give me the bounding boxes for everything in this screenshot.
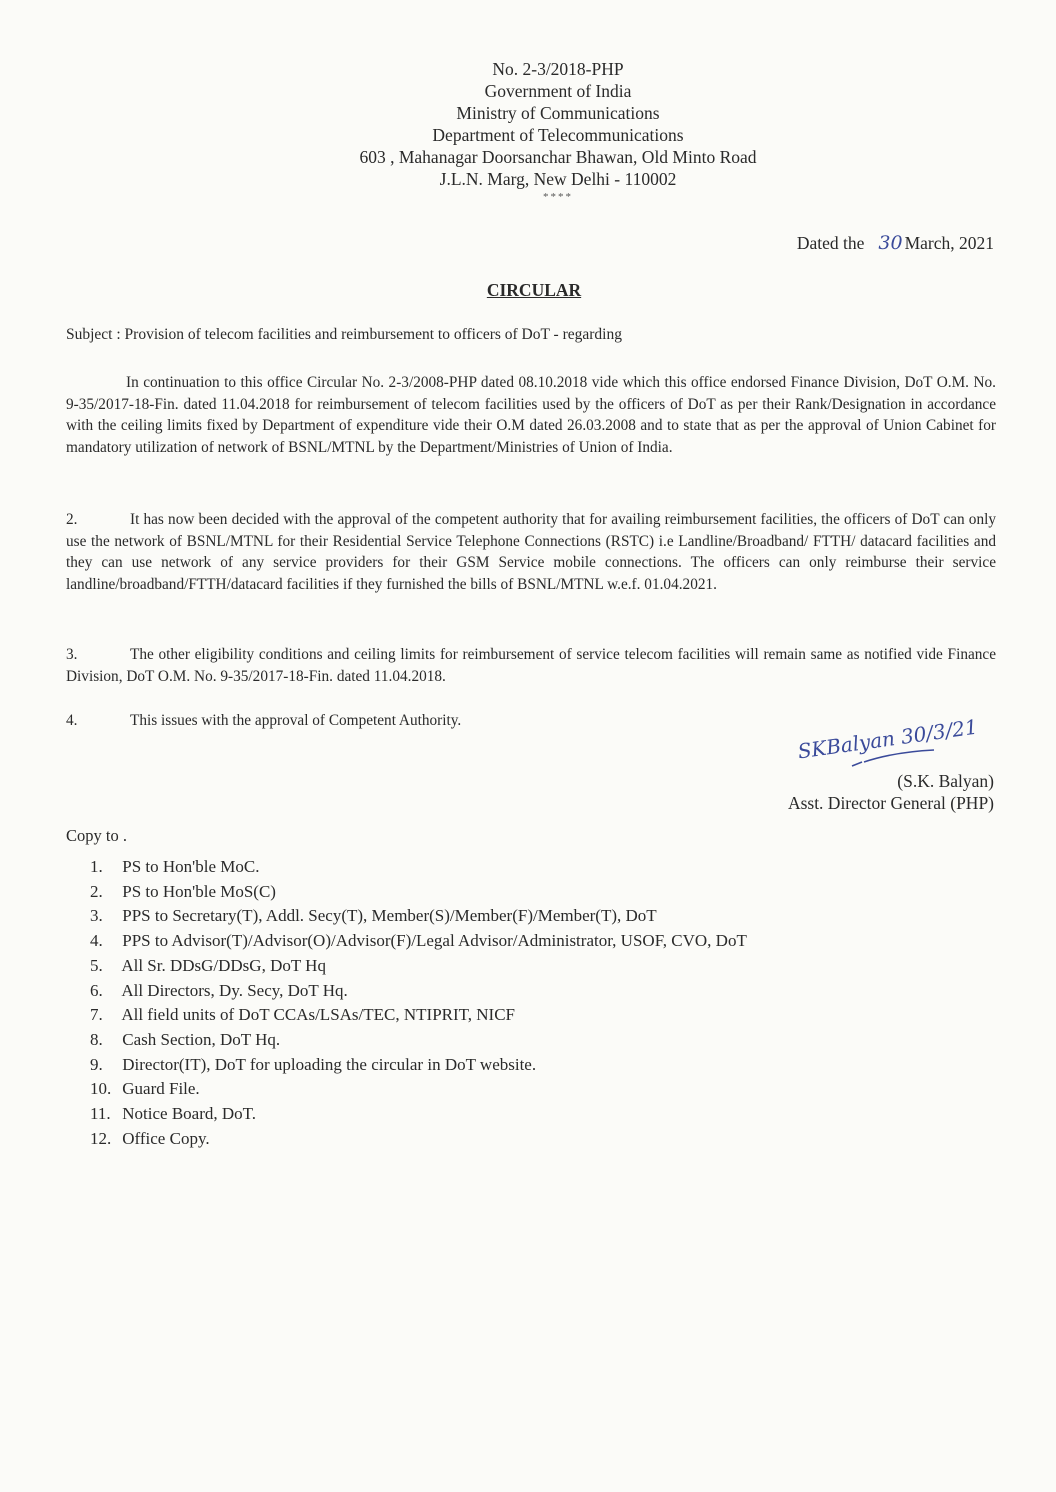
list-item-text: PS to Hon'ble MoS(C): [122, 881, 276, 901]
list-item-number: 7.: [90, 1005, 103, 1025]
list-item: [90, 979, 747, 1004]
list-item: [90, 1003, 747, 1028]
list-item-number: 6.: [90, 980, 103, 1000]
signature-scribble: SKBalyan 30/3/21: [795, 714, 979, 764]
list-item-text: Notice Board, DoT.: [122, 1104, 257, 1124]
date-day-handwritten: 30: [878, 232, 903, 254]
copy-to-label: Copy to .: [66, 826, 127, 845]
list-item: [90, 1102, 747, 1127]
letterhead: [0, 58, 1056, 204]
list-item: [90, 1028, 747, 1053]
address-line-1: 603 , Mahanagar Doorsanchar Bhawan, Old Minto Road: [359, 147, 757, 167]
list-item: [90, 855, 747, 880]
signatory-designation: Asst. Director General (PHP): [787, 793, 994, 813]
list-item-number: 4.: [90, 931, 103, 951]
list-item-number: 8.: [90, 1029, 103, 1049]
list-item-number: 10.: [90, 1079, 112, 1099]
list-item-number: 5.: [90, 955, 103, 975]
list-item-text: All Directors, Dy. Secy, DoT Hq.: [121, 980, 348, 1000]
signatory-name: (S.K. Balyan): [897, 771, 994, 791]
reference-number: No. 2-3/2018-PHP: [492, 59, 624, 79]
address-line-2: J.L.N. Marg, New Delhi - 110002: [439, 169, 677, 189]
list-item: [90, 1077, 747, 1102]
paragraph-3: [66, 644, 996, 687]
subject-line: Subject : Provision of telecom facilities and reimbursement to officers of DoT - regarding: [66, 326, 622, 343]
list-item: [90, 1127, 747, 1152]
list-item: [90, 880, 747, 905]
paragraph-3-number: 3.: [66, 646, 78, 663]
list-item-number: 2.: [90, 881, 103, 901]
list-item-text: Guard File.: [122, 1079, 200, 1099]
paragraph-2-text: It has now been decided with the approval of the competent authority that for availing reimbursement facilities, the officers of DoT can only use the network of BSNL/MTNL for their Residential Service Telephone Connections (RSTC) i.e Landline/Broadband/ FTTH/ datacard facilities and they can use network of any service providers for their GSM Service mobile connections. The officers can only reimburse their service landline/broadband/FTTH/datacard facilities if they furnished the bills of BSNL/MTNL w.e.f. 01.04.2021.: [66, 511, 996, 593]
date-line: [797, 232, 994, 254]
paragraph-3-text: The other eligibility conditions and ceiling limits for reimbursement of service telecom facilities will remain same as notified vide Finance Division, DoT O.M. No. 9-35/2017-18-Fin. dated 11.04.2018.: [66, 646, 996, 685]
paragraph-4-text: This issues with the approval of Competent Authority.: [130, 712, 462, 729]
list-item-number: 12.: [90, 1128, 112, 1148]
paragraph-2: [66, 509, 996, 595]
list-item-number: 11.: [90, 1104, 111, 1124]
list-item-text: PS to Hon'ble MoC.: [122, 857, 260, 876]
list-item-text: Cash Section, DoT Hq.: [122, 1029, 281, 1049]
date-month-year: March, 2021: [904, 233, 994, 253]
circular-title-text: CIRCULAR: [486, 280, 582, 300]
circular-title: [0, 280, 1056, 301]
list-item: [90, 954, 747, 979]
signature-block: [734, 714, 994, 814]
list-item: [90, 929, 747, 954]
list-item-number: 3.: [90, 906, 103, 926]
copy-to-list: [90, 855, 747, 1151]
paragraph-1: In continuation to this office Circular No. 2-3/2008-PHP dated 08.10.2018 vide which this office endorsed Finance Division, DoT O.M. No. 9-35/2017-18-Fin. dated 11.04.2018 for reimbursement of telecom facilities used by the officers of DoT as per their Rank/Designation in accordance with the ceiling limits fixed by Department of expenditure vide their O.M dated 26.03.2008 and to state that as per the approval of Union Cabinet for mandatory utilization of network of BSNL/MTNL by the Department/Ministries of Union of India.: [66, 374, 996, 456]
list-item: [90, 904, 747, 929]
paragraph-4-number: 4.: [66, 712, 78, 729]
ministry-line: Ministry of Communications: [456, 103, 660, 123]
date-prefix: Dated the: [796, 233, 865, 253]
government-line: Government of India: [484, 81, 632, 101]
list-item-text: Office Copy.: [122, 1128, 210, 1148]
list-item-text: Director(IT), DoT for uploading the circular in DoT website.: [122, 1054, 537, 1074]
list-item-text: All Sr. DDsG/DDsG, DoT Hq: [121, 955, 326, 975]
header-separator: ****: [543, 191, 573, 203]
list-item-text: All field units of DoT CCAs/LSAs/TEC, NTIPRIT, NICF: [121, 1005, 516, 1025]
list-item-number: 9.: [90, 1054, 103, 1074]
handwritten-signature: [734, 714, 994, 770]
list-item: [90, 1053, 747, 1078]
department-line: Department of Telecommunications: [432, 125, 684, 145]
paragraph-2-number: 2.: [66, 511, 78, 528]
list-item-number: 1.: [90, 857, 103, 876]
list-item-text: PPS to Advisor(T)/Advisor(O)/Advisor(F)/Legal Advisor/Administrator, USOF, CVO, DoT: [122, 931, 747, 951]
list-item-text: PPS to Secretary(T), Addl. Secy(T), Member(S)/Member(F)/Member(T), DoT: [122, 906, 657, 926]
